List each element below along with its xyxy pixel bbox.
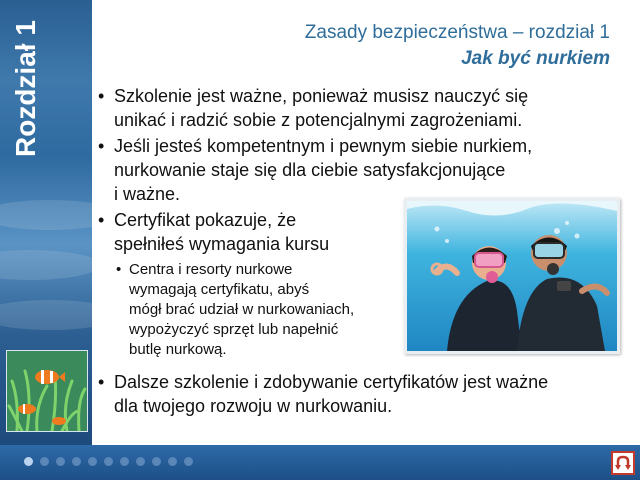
- bullet-further-training: [98, 370, 549, 418]
- bullet-dot: •: [98, 136, 105, 156]
- slide-dot[interactable]: [152, 457, 161, 466]
- bullet-certificate: [98, 208, 330, 256]
- bullet-line: Dalsze szkolenie i zdobywanie certyfikatów jest ważne: [114, 372, 549, 392]
- section-title: Zasady bezpieczeństwa – rozdział 1: [304, 22, 610, 43]
- bullet-competence: [98, 134, 533, 206]
- slide-dot[interactable]: [72, 457, 81, 466]
- sub-bullet-line: wymagają certyfikatu, abyś: [129, 281, 310, 298]
- bullet-line: Jeśli jesteś kompetentnym i pewnym siebie nurkiem,: [114, 136, 533, 156]
- return-arrow-icon: [613, 453, 633, 473]
- sub-bullet-line: wypożyczyć sprzęt lub napełnić: [129, 321, 339, 338]
- slide-dot[interactable]: [136, 457, 145, 466]
- water-texture: [0, 250, 92, 280]
- water-texture: [0, 200, 92, 230]
- bullet-line: Szkolenie jest ważne, ponieważ musisz nauczyć się: [114, 86, 529, 106]
- bullet-dot: •: [98, 372, 105, 392]
- divers-photo: [404, 198, 620, 354]
- bullet-line: i ważne.: [114, 184, 181, 204]
- bullet-line: nurkowanie staje się dla ciebie satysfakcjonujące: [114, 160, 506, 180]
- sub-bullet-line: mógł brać udział w nurkowaniach,: [129, 301, 355, 318]
- bullet-dot: •: [98, 86, 105, 106]
- sub-bullet-dot: •: [116, 261, 122, 278]
- slide-footer: [0, 445, 640, 480]
- sub-bullet-line: Centra i resorty nurkowe: [129, 261, 293, 278]
- slide-dot[interactable]: [184, 457, 193, 466]
- slide-title: Jak być nurkiem: [461, 48, 610, 69]
- sub-bullet-dive-centers: [116, 260, 355, 360]
- slide-dot[interactable]: [40, 457, 49, 466]
- sub-bullet-line: butlę nurkową.: [129, 341, 227, 358]
- bullet-line: Certyfikat pokazuje, że: [114, 210, 297, 230]
- bullet-training: [98, 84, 529, 132]
- chapter-label: Rozdział 1: [10, 20, 41, 157]
- bullet-dot: •: [98, 210, 105, 230]
- slide-progress-dots: [24, 457, 193, 466]
- water-texture: [0, 300, 92, 330]
- bullet-line: spełniłeś wymagania kursu: [114, 234, 330, 254]
- return-button[interactable]: [611, 451, 635, 475]
- bullet-line: dla twojego rozwoju w nurkowaniu.: [114, 396, 393, 416]
- slide-dot[interactable]: [168, 457, 177, 466]
- bullet-line: unikać i radzić sobie z potencjalnymi zagrożeniami.: [114, 110, 523, 130]
- slide-dot[interactable]: [56, 457, 65, 466]
- slide-dot[interactable]: [104, 457, 113, 466]
- slide-dot[interactable]: [120, 457, 129, 466]
- slide-dot[interactable]: [88, 457, 97, 466]
- slide-dot[interactable]: [24, 457, 33, 466]
- clownfish-photo: [6, 350, 88, 432]
